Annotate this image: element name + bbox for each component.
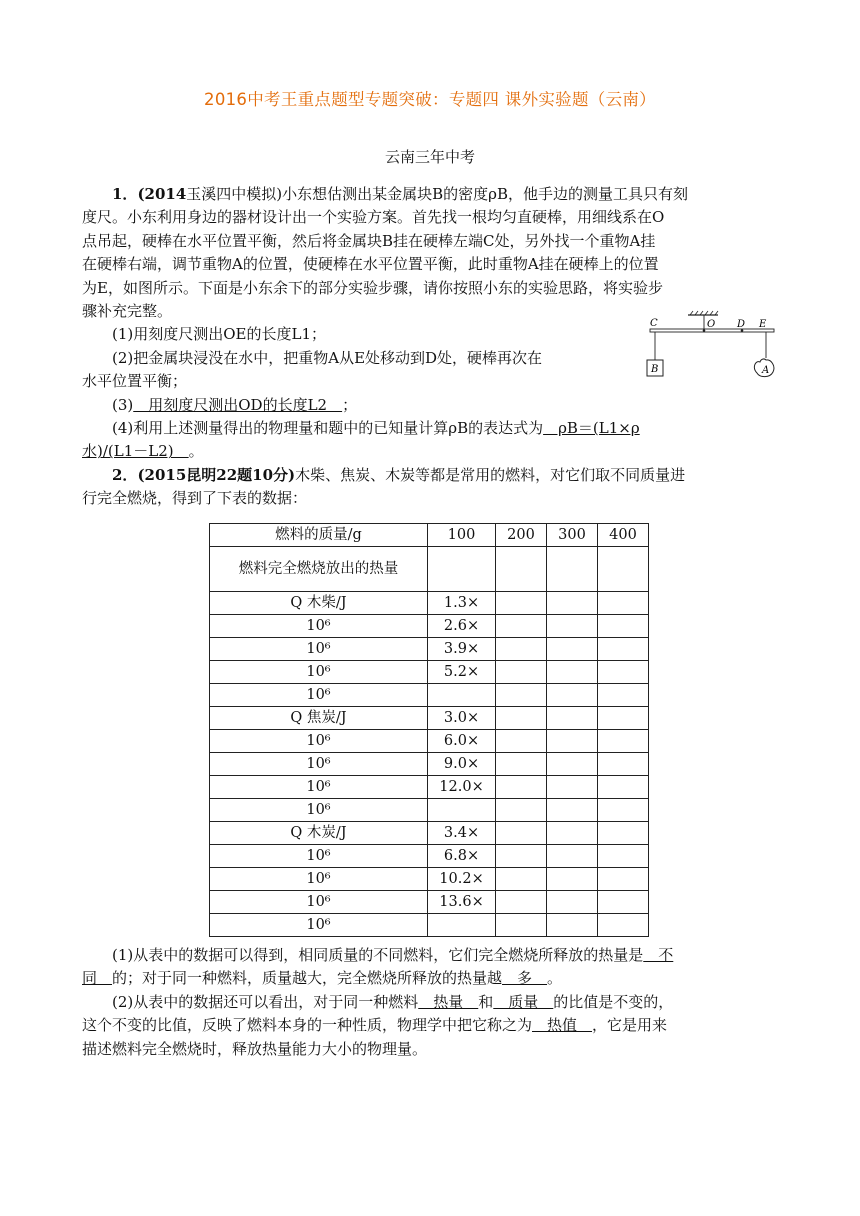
table-body: [210, 592, 649, 937]
q1-step-2-cont: 水平位置平衡；: [82, 372, 188, 391]
table-cell: [547, 730, 598, 753]
table-cell: [598, 615, 649, 638]
q1-step-2: (2)把金属块浸没在水中，把重物A从E处移动到D处，硬棒再次在: [112, 348, 543, 367]
table-cell: [598, 592, 649, 615]
section-subtitle: 云南三年中考: [384, 148, 475, 166]
q1-line: 点吊起，硬棒在水平位置平衡，然后将金属块B挂在硬棒左端C处，另外找一个重物A挂: [82, 231, 656, 250]
table-cell: [496, 799, 547, 822]
answer-blank: 热量: [418, 992, 479, 1011]
table-cell: [428, 684, 496, 707]
q1-line: 1．(2014玉溪四中模拟)小东想估测出某金属块B的密度ρB，他手边的测量工具只有刻: [112, 185, 689, 203]
q1-step-1: (1)用刻度尺测出OE的长度L1；: [112, 325, 327, 344]
q2-answer-1-cont: 同 的；对于同一种燃料，质量越大，完全燃烧所释放的热量越 多 。: [82, 969, 563, 988]
q2-answers: [82, 944, 758, 1061]
table-cell: 3.9×: [428, 638, 496, 661]
table-cell: 10⁶: [210, 753, 428, 776]
q1-step-4-cont: 水)/(L1－L2) 。: [82, 442, 204, 461]
table-cell: [496, 822, 547, 845]
answer-blank: 质量: [493, 992, 554, 1011]
table-cell: 12.0×: [428, 776, 496, 799]
table-cell: [547, 638, 598, 661]
table-cell: [496, 891, 547, 914]
table-cell: [547, 615, 598, 638]
table-cell: [496, 868, 547, 891]
table-cell: [496, 753, 547, 776]
table-cell: [547, 799, 598, 822]
table-cell: [598, 753, 649, 776]
table-cell: 10⁶: [210, 730, 428, 753]
table-cell: [598, 868, 649, 891]
q1-line: 在硬棒右端，调节重物A的位置，使硬棒在水平位置平衡，此时重物A挂在硬棒上的位置: [82, 255, 659, 274]
table-cell: [428, 799, 496, 822]
table-cell: [496, 914, 547, 937]
table-cell: [496, 845, 547, 868]
q2-answer-1: (1)从表中的数据可以得到，相同质量的不同燃料，它们完全燃烧所释放的热量是 不: [112, 946, 674, 964]
label-b: B: [651, 364, 659, 375]
table-cell: [547, 707, 598, 730]
table-row: [210, 868, 649, 891]
table-cell: [547, 868, 598, 891]
answer-blank: 多: [502, 969, 548, 988]
table-row: [210, 753, 649, 776]
table-cell: [547, 684, 598, 707]
table-cell: [547, 661, 598, 684]
table-cell: 1.3×: [428, 592, 496, 615]
table-row: [210, 547, 649, 592]
table-cell: [598, 661, 649, 684]
table-cell: 10⁶: [210, 661, 428, 684]
table-cell: 10⁶: [210, 638, 428, 661]
document-title: 2016中考王重点题型专题突破：专题四 课外实验题（云南）: [204, 90, 656, 109]
lever-figure: [642, 310, 782, 382]
q1-step-4: (4)利用上述测量得出的物理量和题中的已知量计算ρB的表达式为 ρB＝(L1×ρ: [112, 419, 640, 438]
table-cell: [547, 592, 598, 615]
table-cell: [496, 592, 547, 615]
table-cell: 10⁶: [210, 776, 428, 799]
fuel-heat-table: [209, 523, 649, 937]
table-cell: [496, 661, 547, 684]
table-cell: Q 木炭/J: [210, 822, 428, 845]
table-header-cell: 燃料的质量/g: [210, 524, 428, 547]
answer-blank: 不: [643, 946, 674, 964]
label-d: D: [737, 319, 746, 330]
table-cell: [598, 638, 649, 661]
table-row: [210, 730, 649, 753]
table-cell: [547, 822, 598, 845]
table-row: [210, 822, 649, 845]
table-header-cell: 300: [547, 524, 598, 547]
table-cell: [496, 638, 547, 661]
table-cell: [496, 707, 547, 730]
table-cell: 10⁶: [210, 799, 428, 822]
table-cell: 10.2×: [428, 868, 496, 891]
label-e: E: [759, 319, 767, 330]
q1-step-3: (3) 用刻度尺测出OD的长度L2 ；: [112, 395, 358, 414]
table-cell: [598, 891, 649, 914]
table-row: [210, 776, 649, 799]
table-cell: 10⁶: [210, 684, 428, 707]
table-cell: 10⁶: [210, 615, 428, 638]
table-cell: 6.0×: [428, 730, 496, 753]
table-row: [210, 845, 649, 868]
table-header-cell: 200: [496, 524, 547, 547]
answer-blank: 水)/(L1－L2): [82, 442, 189, 461]
answer-blank: 同: [82, 969, 113, 988]
table-row: [210, 891, 649, 914]
table-cell: [496, 684, 547, 707]
table-cell: 10⁶: [210, 914, 428, 937]
table-header-cell: 400: [598, 524, 649, 547]
table-cell: [547, 914, 598, 937]
table-cell: [598, 707, 649, 730]
table-cell: [547, 753, 598, 776]
table-cell: [547, 776, 598, 799]
table-cell: 6.8×: [428, 845, 496, 868]
table-cell: [598, 914, 649, 937]
table-cell: [598, 730, 649, 753]
q1-line: 为E，如图所示。下面是小东余下的部分实验步骤，请你按照小东的实验思路，将实验步: [82, 278, 663, 297]
table-cell: [428, 914, 496, 937]
table-cell: 10⁶: [210, 868, 428, 891]
table-row: [210, 615, 649, 638]
table-row: [210, 799, 649, 822]
table-cell: [496, 776, 547, 799]
table-cell: [496, 730, 547, 753]
table-cell: [496, 615, 547, 638]
table-row: [210, 914, 649, 937]
table-cell: [598, 684, 649, 707]
answer-blank: ρB＝(L1×ρ: [543, 419, 640, 438]
answer-blank: 热值: [532, 1016, 593, 1035]
table-cell: [547, 891, 598, 914]
table-cell: 9.0×: [428, 753, 496, 776]
answer-blank: 用刻度尺测出OD的长度L2: [133, 395, 343, 414]
label-c: C: [650, 318, 658, 329]
table-header-row: [210, 524, 649, 547]
table-cell: 3.0×: [428, 707, 496, 730]
q1-line: 度尺。小东利用身边的器材设计出一个实验方案。首先找一根均匀直硬棒，用细线系在O: [82, 208, 665, 227]
q2-answer-2-cont: 描述燃料完全燃烧时，释放热量能力大小的物理量。: [82, 1039, 428, 1058]
table-cell: 2.6×: [428, 615, 496, 638]
table-cell: Q 木柴/J: [210, 592, 428, 615]
table-cell: [598, 845, 649, 868]
label-a: A: [762, 365, 770, 376]
table-cell: 5.2×: [428, 661, 496, 684]
table-cell: [547, 845, 598, 868]
table-row: [210, 684, 649, 707]
table-cell: 10⁶: [210, 845, 428, 868]
table-cell: [598, 799, 649, 822]
question-2: 2．(2015昆明22题10分)木柴、焦炭、木炭等都是常用的燃料，对它们取不同质量进: [112, 465, 686, 484]
table-cell: 13.6×: [428, 891, 496, 914]
table-cell: [598, 776, 649, 799]
table-row: [210, 707, 649, 730]
table-row: [210, 592, 649, 615]
label-o: O: [707, 319, 716, 330]
table-cell: Q 焦炭/J: [210, 707, 428, 730]
q1-line: 骤补充完整。: [82, 302, 173, 321]
q2-answer-2-cont: 这个不变的比值，反映了燃料本身的一种性质，物理学中把它称之为 热值 ，它是用来: [82, 1016, 668, 1035]
table-row: [210, 638, 649, 661]
table-cell: [598, 822, 649, 845]
table-cell: 10⁶: [210, 891, 428, 914]
q2-answer-2: (2)从表中的数据还可以看出，对于同一种燃料 热量 和 质量 的比值是不变的，: [112, 992, 674, 1011]
q2-line: 行完全燃烧，得到了下表的数据：: [82, 489, 308, 508]
table-cell: 3.4×: [428, 822, 496, 845]
table-row: [210, 661, 649, 684]
table-header-cell: 100: [428, 524, 496, 547]
table-cell: 燃料完全燃烧放出的热量: [210, 547, 428, 592]
